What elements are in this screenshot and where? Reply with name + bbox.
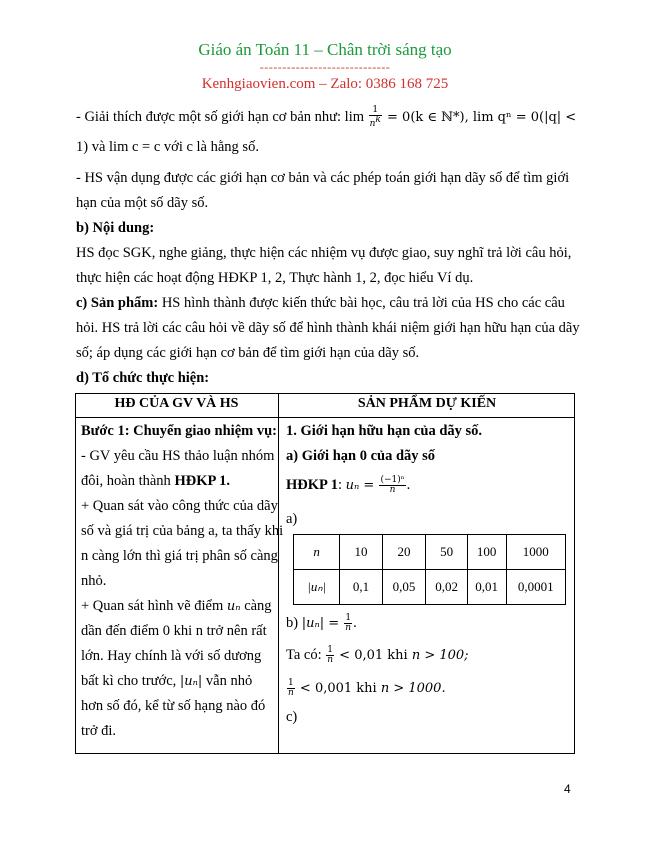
objective-line-2: 1) và lim c = c với c là hằng số. (76, 139, 259, 155)
table-cell: n (294, 535, 340, 570)
objective-line-4: hạn của một số dãy số. (76, 195, 209, 211)
left-line: trở đi. (81, 723, 117, 739)
section-d-heading: d) Tổ chức thực hiện: (76, 370, 210, 386)
values-table (293, 534, 566, 605)
part-a-label: a) (286, 511, 298, 527)
table-cell: 0,01 (467, 570, 506, 605)
fraction-1-over-n: $\frac{1}{n}$ (327, 645, 334, 666)
table-cell: 0,0001 (506, 570, 566, 605)
left-line: + Quan sát vào công thức của dãy (81, 498, 278, 514)
table-cell: 0,05 (382, 570, 426, 605)
hdkp1-line: HĐKP 1: uₙ = $\frac{\text{(−1)ⁿ}}{n}$ . (286, 475, 411, 496)
section-c-line-3: số; áp dụng các giới hạn cơ bản để tìm giới hạn của dãy số. (76, 345, 420, 361)
left-line: bất kì cho trước, |uₙ| vẫn nhỏ (81, 673, 253, 689)
table-row (294, 535, 566, 570)
subsection-a-heading: a) Giới hạn 0 của dãy số (286, 448, 436, 464)
section-b-line-1: HS đọc SGK, nghe giảng, thực hiện các nhiệm vụ được giao, suy nghĩ trả lời câu hỏi, (76, 245, 572, 261)
left-line: nhỏ. (81, 573, 107, 589)
table-cell: 0,02 (426, 570, 468, 605)
left-line: - GV yêu cầu HS thảo luận nhóm (81, 448, 275, 464)
left-line: đôi, hoàn thành HĐKP 1. (81, 473, 231, 489)
section-1-heading: 1. Giới hạn hữu hạn của dãy số. (286, 423, 483, 439)
page-number: 4 (564, 782, 571, 796)
part-c-label: c) (286, 709, 298, 725)
inequality-line: $\frac{1}{n}$ < 0,001 khi n > 1000. (288, 678, 446, 699)
table-cell: 50 (426, 535, 468, 570)
table-header-left: HĐ CỦA GV VÀ HS (114, 396, 239, 411)
table-cell: 20 (382, 535, 426, 570)
table-cell: 100 (467, 535, 506, 570)
section-b-heading: b) Nội dung: (76, 220, 155, 236)
table-cell: 10 (340, 535, 382, 570)
objective-line-1: - Giải thích được một số giới hạn cơ bản như: lim $\frac{1}{n^k}$ = 0(k ∈ ℕ*), lim qⁿ = 0(|q| < (76, 105, 577, 129)
left-line: n càng lớn thì giá trị phân số càng (81, 548, 278, 564)
table-cell: |uₙ| (294, 570, 340, 605)
table-row (294, 570, 566, 605)
fraction-1-over-n: $\frac{1}{n}$ (288, 678, 294, 699)
left-line: lớn. Hay chính là với số dương (81, 648, 262, 664)
left-line: dần đến điểm 0 khi n trở nên rất (81, 623, 267, 639)
fraction-1-over-nk: $\frac{1}{n^k}$ (369, 105, 381, 129)
fraction-1-over-n: $\frac{1}{n}$ (345, 613, 352, 634)
step-1-heading: Bước 1: Chuyển giao nhiệm vụ: (81, 423, 277, 439)
activity-table (75, 393, 575, 754)
header-title: Giáo án Toán 11 – Chân trời sáng tạo (198, 40, 452, 59)
section-c-line-2: hỏi. HS trả lời các câu hỏi về dãy số để hình thành khái niệm giới hạn hữu hạn của dãy (76, 320, 580, 336)
fraction-hdkp: $\frac{\text{(−1)ⁿ}}{n}$ (380, 475, 405, 496)
left-line: + Quan sát hình vẽ điểm uₙ càng (81, 598, 272, 614)
section-c-heading: c) Sản phẩm: (76, 295, 159, 311)
section-b-line-2: thực hiện các hoạt động HĐKP 1, 2, Thực hành 1, 2, đọc hiểu Ví dụ. (76, 270, 474, 286)
table-header-right: SẢN PHẨM DỰ KIẾN (357, 396, 497, 411)
part-b-line: b) |uₙ| = $\frac{1}{n}$ . (286, 613, 357, 634)
header-subtitle: Kenhgiaovien.com – Zalo: 0386 168 725 (201, 76, 449, 92)
table-cell: 1000 (506, 535, 566, 570)
table-cell: 0,1 (340, 570, 382, 605)
header-divider: ----------------------------- (259, 60, 391, 74)
left-line: số và giá trị của bảng a, ta thấy khi (81, 523, 284, 539)
objective-line-3: - HS vận dụng được các giới hạn cơ bản và các phép toán giới hạn dãy số để tìm giới (76, 170, 570, 186)
ta-co-line: Ta có: $\frac{1}{n}$ < 0,01 khi n > 100; (286, 645, 469, 666)
section-c-line-1: c) Sản phẩm: HS hình thành được kiến thức bài học, câu trả lời của HS cho các câu (76, 295, 565, 311)
left-line: hơn số đó, kể từ số hạng nào đó (81, 698, 266, 714)
